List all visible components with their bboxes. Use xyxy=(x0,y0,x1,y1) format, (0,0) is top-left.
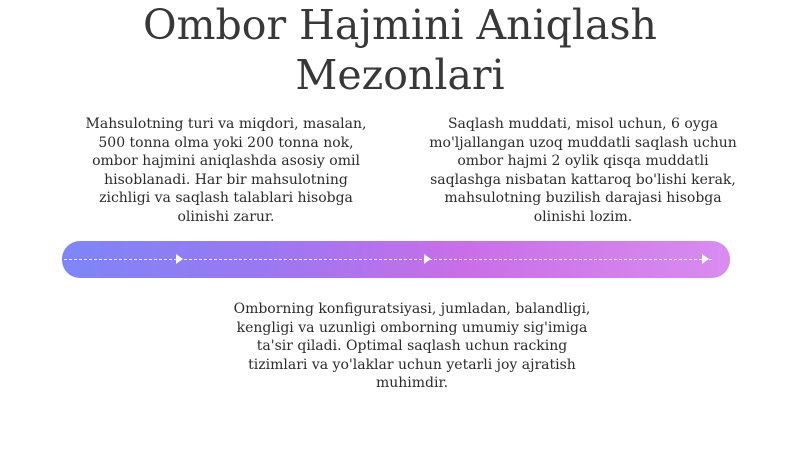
criterion-storage-duration-text: Saqlash muddati, misol uchun, 6 oyga mo'ljallangan uzoq muddatli saqlash uchun ombor hajmi 2 oylik qisqa muddatli saqlashga nisbatan kattaroq bo'lishi kerak, mahsulotning buzilish darajasi hisobga olinishi lozim. xyxy=(429,116,737,225)
arrow-right-icon xyxy=(176,254,183,264)
arrow-right-icon xyxy=(424,254,431,264)
timeline-dashed-line xyxy=(64,259,712,260)
criterion-product-type-text: Mahsulotning turi va miqdori, masalan, 500 tonna olma yoki 200 tonna nok, ombor hajmini aniqlashda asosiy omil hisoblanadi. Har bir mahsulotning zichligi va saqlash talablari hisobga olinishi zarur. xyxy=(85,116,367,225)
arrow-right-icon xyxy=(702,254,709,264)
criterion-configuration-text: Omborning konfiguratsiyasi, jumladan, balandligi, kengligi va uzunligi omborning umumiy sig'imiga ta'sir qiladi. Optimal saqlash uchun racking tizimlari va yo'laklar uchun yetarli joy ajratish muhimdir. xyxy=(233,301,591,391)
page-title xyxy=(0,0,800,100)
page-title-line-2: Mezonlari xyxy=(295,51,505,99)
page-title-line-1: Ombor Hajmini Aniqlash xyxy=(143,1,657,49)
timeline-bar xyxy=(62,241,730,278)
